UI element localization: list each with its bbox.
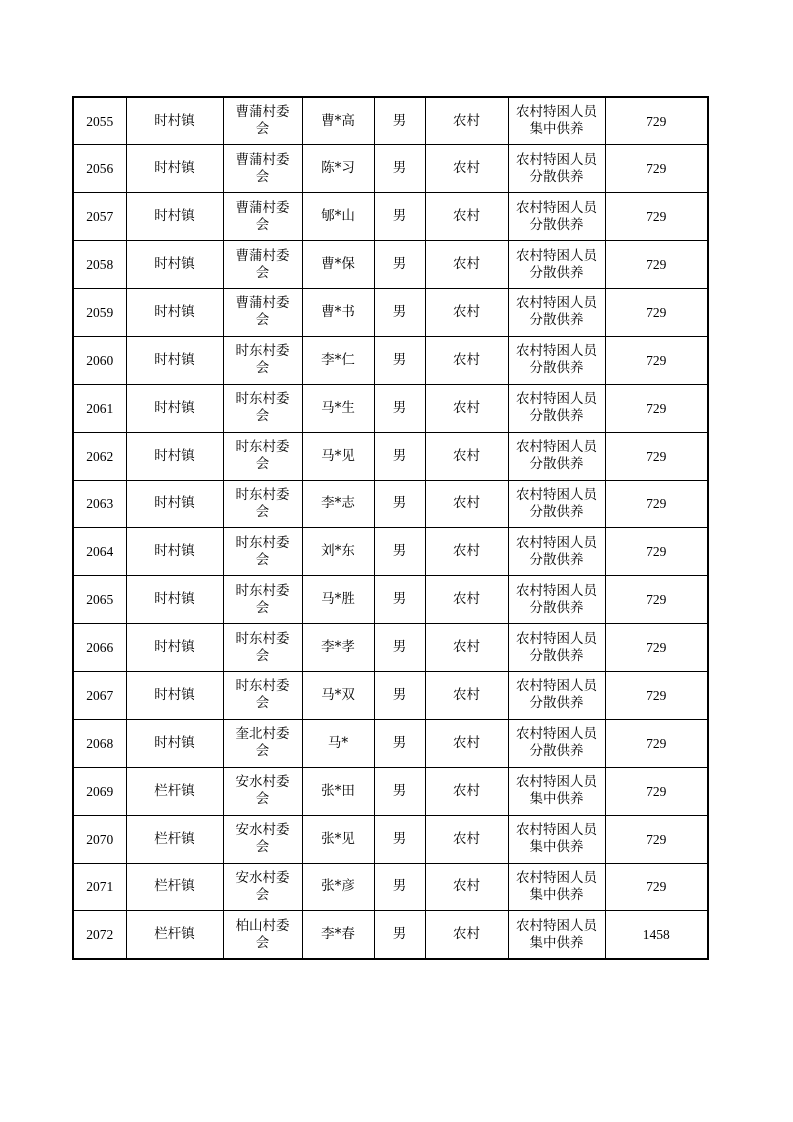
gender-cell: 男	[374, 911, 425, 959]
village-committee-text: 时东村委会	[235, 343, 290, 377]
table-row	[73, 336, 708, 384]
amount-cell: 729	[605, 384, 708, 432]
village-committee-cell	[223, 241, 302, 289]
table-row	[73, 672, 708, 720]
serial-number-cell: 2070	[73, 815, 126, 863]
person-name-cell: 马*双	[302, 672, 374, 720]
support-category-text: 农村特困人员分散供养	[516, 151, 597, 185]
village-committee-text: 曹蒲村委会	[235, 247, 290, 281]
town-cell: 时村镇	[126, 432, 223, 480]
gender-cell: 男	[374, 672, 425, 720]
table-row	[73, 911, 708, 959]
town-cell: 时村镇	[126, 289, 223, 337]
amount-cell: 729	[605, 719, 708, 767]
serial-number-cell: 2062	[73, 432, 126, 480]
village-committee-text: 时东村委会	[235, 678, 290, 712]
beneficiary-table	[72, 96, 709, 960]
support-category-text: 农村特困人员分散供养	[516, 534, 597, 568]
serial-number-cell: 2069	[73, 767, 126, 815]
town-cell: 栏杆镇	[126, 911, 223, 959]
serial-number-cell: 2065	[73, 576, 126, 624]
support-category-cell	[508, 528, 605, 576]
table-row	[73, 97, 708, 145]
village-committee-cell	[223, 384, 302, 432]
village-committee-cell	[223, 576, 302, 624]
support-category-cell	[508, 145, 605, 193]
table-row	[73, 576, 708, 624]
amount-cell: 729	[605, 145, 708, 193]
household-type-cell: 农村	[425, 672, 508, 720]
amount-cell: 729	[605, 432, 708, 480]
person-name-cell: 张*田	[302, 767, 374, 815]
village-committee-text: 时东村委会	[235, 439, 290, 473]
gender-cell: 男	[374, 193, 425, 241]
household-type-cell: 农村	[425, 528, 508, 576]
person-name-cell: 曹*高	[302, 97, 374, 145]
serial-number-cell: 2061	[73, 384, 126, 432]
village-committee-cell	[223, 719, 302, 767]
table-row	[73, 815, 708, 863]
town-cell: 时村镇	[126, 672, 223, 720]
village-committee-text: 曹蒲村委会	[235, 199, 290, 233]
serial-number-cell: 2066	[73, 624, 126, 672]
gender-cell: 男	[374, 863, 425, 911]
support-category-text: 农村特困人员分散供养	[516, 630, 597, 664]
person-name-cell: 李*孝	[302, 624, 374, 672]
serial-number-cell: 2056	[73, 145, 126, 193]
village-committee-cell	[223, 815, 302, 863]
household-type-cell: 农村	[425, 480, 508, 528]
town-cell: 时村镇	[126, 576, 223, 624]
support-category-cell	[508, 719, 605, 767]
person-name-cell: 李*志	[302, 480, 374, 528]
support-category-cell	[508, 193, 605, 241]
household-type-cell: 农村	[425, 336, 508, 384]
support-category-text: 农村特困人员分散供养	[516, 486, 597, 520]
village-committee-cell	[223, 767, 302, 815]
person-name-cell: 陈*习	[302, 145, 374, 193]
amount-cell: 729	[605, 624, 708, 672]
village-committee-cell	[223, 480, 302, 528]
household-type-cell: 农村	[425, 145, 508, 193]
household-type-cell: 农村	[425, 576, 508, 624]
serial-number-cell: 2072	[73, 911, 126, 959]
village-committee-cell	[223, 193, 302, 241]
village-committee-text: 安水村委会	[235, 869, 290, 903]
household-type-cell: 农村	[425, 815, 508, 863]
gender-cell: 男	[374, 289, 425, 337]
town-cell: 时村镇	[126, 193, 223, 241]
serial-number-cell: 2057	[73, 193, 126, 241]
person-name-cell: 马*见	[302, 432, 374, 480]
amount-cell: 729	[605, 528, 708, 576]
amount-cell: 729	[605, 289, 708, 337]
support-category-text: 农村特困人员分散供养	[516, 726, 597, 760]
support-category-text: 农村特困人员分散供养	[516, 439, 597, 473]
support-category-cell	[508, 815, 605, 863]
village-committee-text: 曹蒲村委会	[235, 104, 290, 138]
support-category-cell	[508, 911, 605, 959]
table-row	[73, 480, 708, 528]
household-type-cell: 农村	[425, 289, 508, 337]
amount-cell: 729	[605, 480, 708, 528]
town-cell: 时村镇	[126, 145, 223, 193]
serial-number-cell: 2064	[73, 528, 126, 576]
village-committee-cell	[223, 672, 302, 720]
household-type-cell: 农村	[425, 863, 508, 911]
serial-number-cell: 2071	[73, 863, 126, 911]
gender-cell: 男	[374, 576, 425, 624]
gender-cell: 男	[374, 241, 425, 289]
serial-number-cell: 2059	[73, 289, 126, 337]
household-type-cell: 农村	[425, 97, 508, 145]
amount-cell: 729	[605, 97, 708, 145]
household-type-cell: 农村	[425, 767, 508, 815]
amount-cell: 729	[605, 193, 708, 241]
amount-cell: 729	[605, 672, 708, 720]
village-committee-text: 时东村委会	[235, 630, 290, 664]
gender-cell: 男	[374, 480, 425, 528]
support-category-text: 农村特困人员分散供养	[516, 247, 597, 281]
village-committee-text: 曹蒲村委会	[235, 295, 290, 329]
serial-number-cell: 2067	[73, 672, 126, 720]
person-name-cell: 刘*东	[302, 528, 374, 576]
gender-cell: 男	[374, 97, 425, 145]
village-committee-text: 安水村委会	[235, 774, 290, 808]
amount-cell: 729	[605, 336, 708, 384]
household-type-cell: 农村	[425, 241, 508, 289]
table-row	[73, 289, 708, 337]
support-category-text: 农村特困人员集中供养	[516, 917, 597, 951]
support-category-text: 农村特困人员集中供养	[516, 869, 597, 903]
village-committee-cell	[223, 624, 302, 672]
table-row	[73, 863, 708, 911]
amount-cell: 1458	[605, 911, 708, 959]
village-committee-text: 安水村委会	[235, 822, 290, 856]
support-category-cell	[508, 289, 605, 337]
serial-number-cell: 2063	[73, 480, 126, 528]
gender-cell: 男	[374, 719, 425, 767]
table-row	[73, 384, 708, 432]
village-committee-text: 时东村委会	[235, 391, 290, 425]
support-category-cell	[508, 767, 605, 815]
support-category-cell	[508, 576, 605, 624]
person-name-cell: 曹*书	[302, 289, 374, 337]
town-cell: 时村镇	[126, 719, 223, 767]
village-committee-cell	[223, 528, 302, 576]
village-committee-text: 时东村委会	[235, 534, 290, 568]
gender-cell: 男	[374, 432, 425, 480]
support-category-text: 农村特困人员分散供养	[516, 343, 597, 377]
support-category-cell	[508, 863, 605, 911]
support-category-text: 农村特困人员分散供养	[516, 678, 597, 712]
gender-cell: 男	[374, 624, 425, 672]
town-cell: 时村镇	[126, 336, 223, 384]
gender-cell: 男	[374, 815, 425, 863]
town-cell: 时村镇	[126, 624, 223, 672]
table-row	[73, 767, 708, 815]
person-name-cell: 李*春	[302, 911, 374, 959]
amount-cell: 729	[605, 863, 708, 911]
household-type-cell: 农村	[425, 193, 508, 241]
person-name-cell: 郇*山	[302, 193, 374, 241]
table-row	[73, 193, 708, 241]
person-name-cell: 张*见	[302, 815, 374, 863]
household-type-cell: 农村	[425, 911, 508, 959]
person-name-cell: 马*胜	[302, 576, 374, 624]
table-body	[73, 97, 708, 959]
amount-cell: 729	[605, 241, 708, 289]
person-name-cell: 张*彦	[302, 863, 374, 911]
amount-cell: 729	[605, 576, 708, 624]
gender-cell: 男	[374, 336, 425, 384]
support-category-text: 农村特困人员集中供养	[516, 822, 597, 856]
town-cell: 时村镇	[126, 241, 223, 289]
village-committee-text: 柏山村委会	[235, 917, 290, 951]
household-type-cell: 农村	[425, 432, 508, 480]
person-name-cell: 曹*保	[302, 241, 374, 289]
village-committee-cell	[223, 97, 302, 145]
support-category-text: 农村特困人员分散供养	[516, 199, 597, 233]
support-category-cell	[508, 241, 605, 289]
support-category-text: 农村特困人员分散供养	[516, 295, 597, 329]
support-category-cell	[508, 97, 605, 145]
village-committee-cell	[223, 432, 302, 480]
gender-cell: 男	[374, 767, 425, 815]
person-name-cell: 马*生	[302, 384, 374, 432]
town-cell: 时村镇	[126, 97, 223, 145]
table-row	[73, 241, 708, 289]
village-committee-text: 奎北村委会	[235, 726, 290, 760]
table-row	[73, 528, 708, 576]
support-category-cell	[508, 480, 605, 528]
serial-number-cell: 2068	[73, 719, 126, 767]
table-row	[73, 719, 708, 767]
town-cell: 栏杆镇	[126, 767, 223, 815]
support-category-cell	[508, 672, 605, 720]
town-cell: 栏杆镇	[126, 863, 223, 911]
support-category-cell	[508, 432, 605, 480]
gender-cell: 男	[374, 145, 425, 193]
amount-cell: 729	[605, 815, 708, 863]
village-committee-text: 曹蒲村委会	[235, 151, 290, 185]
village-committee-text: 时东村委会	[235, 486, 290, 520]
household-type-cell: 农村	[425, 384, 508, 432]
table-row	[73, 145, 708, 193]
person-name-cell: 马*	[302, 719, 374, 767]
town-cell: 时村镇	[126, 528, 223, 576]
serial-number-cell: 2058	[73, 241, 126, 289]
village-committee-cell	[223, 911, 302, 959]
town-cell: 时村镇	[126, 480, 223, 528]
support-category-cell	[508, 624, 605, 672]
town-cell: 时村镇	[126, 384, 223, 432]
amount-cell: 729	[605, 767, 708, 815]
table-row	[73, 432, 708, 480]
gender-cell: 男	[374, 384, 425, 432]
support-category-cell	[508, 336, 605, 384]
village-committee-cell	[223, 145, 302, 193]
serial-number-cell: 2055	[73, 97, 126, 145]
household-type-cell: 农村	[425, 719, 508, 767]
household-type-cell: 农村	[425, 624, 508, 672]
village-committee-text: 时东村委会	[235, 582, 290, 616]
village-committee-cell	[223, 289, 302, 337]
support-category-text: 农村特困人员分散供养	[516, 582, 597, 616]
support-category-text: 农村特困人员集中供养	[516, 774, 597, 808]
serial-number-cell: 2060	[73, 336, 126, 384]
person-name-cell: 李*仁	[302, 336, 374, 384]
support-category-text: 农村特困人员集中供养	[516, 104, 597, 138]
support-category-text: 农村特困人员分散供养	[516, 391, 597, 425]
village-committee-cell	[223, 336, 302, 384]
table-row	[73, 624, 708, 672]
gender-cell: 男	[374, 528, 425, 576]
support-category-cell	[508, 384, 605, 432]
town-cell: 栏杆镇	[126, 815, 223, 863]
village-committee-cell	[223, 863, 302, 911]
